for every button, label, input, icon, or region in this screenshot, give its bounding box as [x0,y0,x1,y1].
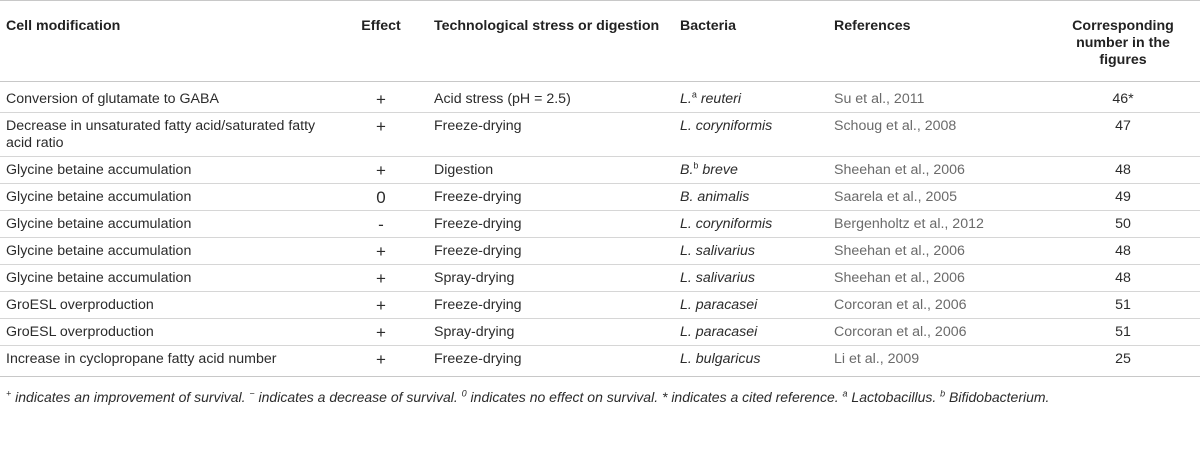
table-row [0,211,1200,238]
cell-modification: Glycine betaine accumulation [0,211,334,238]
cell-reference: Schoug et al., 2008 [828,113,1046,157]
cell-reference: Bergenholtz et al., 2012 [828,211,1046,238]
bacteria-species: coryniformis [695,216,773,232]
cell-bacteria [674,319,828,346]
bacteria-genus: L. [680,351,692,367]
cell-number: 47 [1046,113,1200,157]
cell-stress: Acid stress (pH = 2.5) [428,82,674,113]
cell-stress: Freeze-drying [428,113,674,157]
table-row [0,238,1200,265]
cell-modification: Glycine betaine accumulation [0,184,334,211]
cell-bacteria [674,82,828,113]
bacteria-species: salivarius [695,243,755,259]
bacteria-footnote-mark: a [691,89,697,100]
footnote-mark-b: b [940,388,946,399]
bacteria-genus: L. [680,270,692,286]
table-row [0,319,1200,346]
cell-stress: Freeze-drying [428,238,674,265]
bacteria-footnote-mark: b [693,160,699,171]
header-cell-effect: Effect [334,1,428,82]
cell-reference: Sheehan et al., 2006 [828,157,1046,184]
cell-reference: Sheehan et al., 2006 [828,265,1046,292]
bacteria-genus: L. [680,118,692,134]
cell-effect: + [334,319,428,346]
header-cell-references: References [828,1,1046,82]
cell-number: 51 [1046,292,1200,319]
cell-stress: Freeze-drying [428,292,674,319]
header-cell-stress: Technological stress or digestion [428,1,674,82]
footnote-text-zero: indicates no effect on survival. * indicates a cited reference. [466,389,843,405]
cell-effect: + [334,113,428,157]
footnote-mark-a: a [842,388,848,399]
cell-bacteria [674,113,828,157]
cell-modification: Conversion of glutamate to GABA [0,82,334,113]
cell-reference: Corcoran et al., 2006 [828,319,1046,346]
cell-effect: - [334,211,428,238]
cell-effect: + [334,265,428,292]
cell-stress: Spray-drying [428,319,674,346]
table-row [0,292,1200,319]
table-row [0,184,1200,211]
bacteria-species: paracasei [695,297,758,313]
cell-reference: Saarela et al., 2005 [828,184,1046,211]
table-row [0,113,1200,157]
cell-number: 46* [1046,82,1200,113]
header-cell-bacteria: Bacteria [674,1,828,82]
footnote-mark-minus: − [249,388,255,399]
bacteria-genus: L. [680,324,692,340]
cell-effect: + [334,238,428,265]
cell-bacteria [674,211,828,238]
cell-reference: Sheehan et al., 2006 [828,238,1046,265]
cell-bacteria [674,157,828,184]
cell-effect: + [334,157,428,184]
cell-number: 48 [1046,238,1200,265]
cell-modification: Glycine betaine accumulation [0,265,334,292]
table-header [0,1,1200,82]
cell-bacteria [674,292,828,319]
cell-modification: GroESL overproduction [0,292,334,319]
cell-modification: Glycine betaine accumulation [0,157,334,184]
cell-number: 48 [1046,157,1200,184]
cell-number: 25 [1046,346,1200,377]
cell-modification: Decrease in unsaturated fatty acid/saturated fatty acid ratio [0,113,334,157]
cell-bacteria [674,265,828,292]
bacteria-genus: L. [680,297,692,313]
cell-reference: Corcoran et al., 2006 [828,292,1046,319]
cell-bacteria [674,346,828,377]
cell-stress: Spray-drying [428,265,674,292]
cell-modification: GroESL overproduction [0,319,334,346]
table-row [0,346,1200,377]
cell-effect: + [334,292,428,319]
footnote-text-b: Bifidobacterium. [945,389,1050,405]
header-cell-number: Corresponding number in the figures [1046,1,1200,82]
cell-bacteria [674,184,828,211]
cell-number: 49 [1046,184,1200,211]
bacteria-species: bulgaricus [695,351,761,367]
bacteria-species: breve [702,162,738,178]
cell-modification: Glycine betaine accumulation [0,238,334,265]
cell-stress: Freeze-drying [428,211,674,238]
table-row [0,82,1200,113]
footnote-text-a: Lactobacillus. [847,389,941,405]
bacteria-genus: B. [680,162,694,178]
bacteria-species: coryniformis [695,118,773,134]
footnote-mark-zero: 0 [461,388,467,399]
cell-modification: Increase in cyclopropane fatty acid number [0,346,334,377]
cell-stress: Freeze-drying [428,184,674,211]
bacteria-species: reuteri [700,91,742,107]
bacteria-species: animalis [697,189,750,205]
bacteria-species: salivarius [695,270,755,286]
cell-stress: Digestion [428,157,674,184]
bacteria-genus: L. [680,91,692,107]
cell-effect: + [334,346,428,377]
bacteria-species: paracasei [695,324,758,340]
footnote-text-plus: indicates an improvement of survival. [11,389,250,405]
table-body [0,82,1200,377]
bacteria-genus: L. [680,243,692,259]
cell-reference: Su et al., 2011 [828,82,1046,113]
bacteria-genus: B. [680,189,694,205]
cell-number: 48 [1046,265,1200,292]
cell-effect: + [334,82,428,113]
bacteria-genus: L. [680,216,692,232]
header-row [0,1,1200,82]
cell-bacteria [674,238,828,265]
cell-effect: 0 [334,184,428,211]
cell-reference: Li et al., 2009 [828,346,1046,377]
cell-number: 50 [1046,211,1200,238]
table-row [0,265,1200,292]
footnote-text-minus: indicates a decrease of survival. [254,389,462,405]
table-row [0,157,1200,184]
cell-number: 51 [1046,319,1200,346]
cell-stress: Freeze-drying [428,346,674,377]
table-footnote [0,377,1200,405]
footnote-mark-plus: + [6,388,12,399]
header-cell-modification: Cell modification [0,1,334,82]
